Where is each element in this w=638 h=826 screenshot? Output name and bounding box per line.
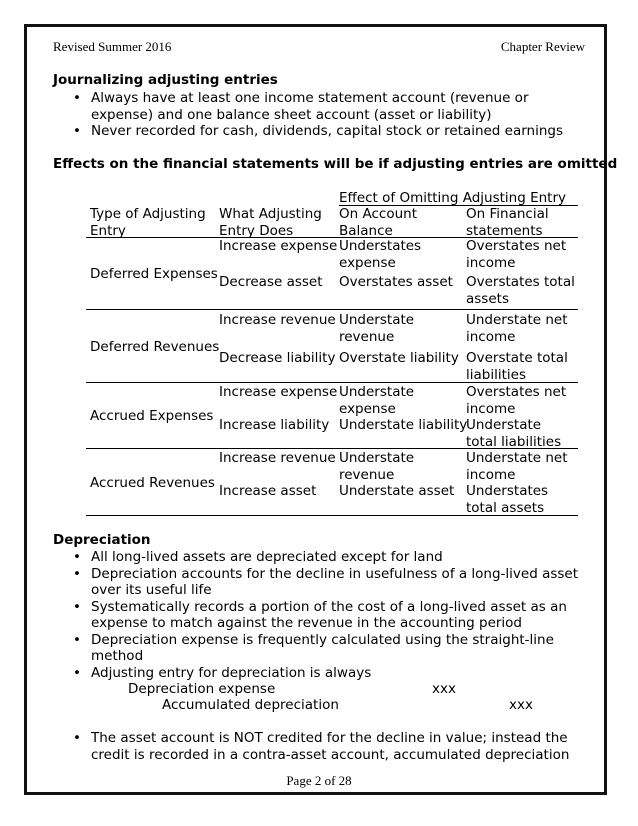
- journal-credit-account: Accumulated depreciation: [162, 697, 339, 713]
- page-number: Page 2 of 28: [286, 773, 352, 788]
- table-cell: Understate net income: [466, 312, 568, 345]
- table-cell: Overstates total assets: [466, 274, 575, 307]
- table-cell: Overstates net income: [466, 238, 567, 271]
- journal-debit-account: Depreciation expense: [128, 681, 276, 697]
- divider: [86, 448, 578, 449]
- column-header: Type of Adjusting Entry: [90, 206, 206, 239]
- journal-debit-amount: xxx: [432, 681, 456, 697]
- table-cell: Understates total assets: [466, 483, 549, 516]
- table-cell: Understate asset: [339, 483, 455, 499]
- table-cell: Understate liability: [339, 417, 468, 433]
- table-cell: Decrease asset: [219, 274, 323, 290]
- section-heading-journalizing: Journalizing adjusting entries: [53, 72, 278, 88]
- table-cell: Overstate liability: [339, 350, 459, 366]
- table-cell: Increase revenue: [219, 312, 336, 328]
- table-cell: Increase asset: [219, 483, 317, 499]
- header-right: Chapter Review: [500, 39, 585, 54]
- header-left: Revised Summer 2016: [53, 39, 172, 54]
- table-cell: Understate revenue: [339, 450, 415, 483]
- table-cell: Overstate total liabilities: [466, 350, 568, 383]
- list-item: • Adjusting entry for depreciation is always: [73, 665, 593, 682]
- table-cell: Understate expense: [339, 384, 415, 417]
- table-cell: Overstates net income: [466, 384, 567, 417]
- table-cell: Increase expense: [219, 238, 338, 254]
- column-header: What Adjusting Entry Does: [219, 206, 322, 239]
- table-cell: Increase liability: [219, 417, 330, 433]
- table-cell: Understate revenue: [339, 312, 415, 345]
- table-row-type: Deferred Expenses: [90, 266, 218, 282]
- section-heading-depreciation: Depreciation: [53, 532, 151, 548]
- table-row-type: Deferred Revenues: [90, 339, 220, 355]
- journal-credit-amount: xxx: [509, 697, 533, 713]
- divider: [86, 382, 578, 383]
- journalizing-bullet-list: [73, 90, 593, 140]
- table-cell: Increase expense: [219, 384, 338, 400]
- column-header: On Account Balance: [339, 206, 417, 239]
- table-cell: Understate total liabilities: [466, 417, 562, 450]
- list-item: • All long-lived assets are depreciated except for land: [73, 549, 593, 566]
- table-cell: Decrease liability: [219, 350, 336, 366]
- table-cell: Increase revenue: [219, 450, 336, 466]
- divider: [86, 309, 578, 310]
- table-cell: Overstates asset: [339, 274, 453, 290]
- divider: [86, 515, 578, 516]
- column-header: On Financial statements: [466, 206, 549, 239]
- list-item: • Always have at least one income statement account (revenue or expense) and one balance sheet account (asset or liability): [73, 90, 593, 123]
- list-item: • Never recorded for cash, dividends, capital stock or retained earnings: [73, 123, 593, 140]
- depreciation-note-list: [73, 730, 593, 763]
- list-item: • Depreciation accounts for the decline in usefulness of a long-lived asset over its useful life: [73, 566, 593, 599]
- list-item: • Depreciation expense is frequently calculated using the straight-line method: [73, 632, 593, 665]
- section-heading-effects: Effects on the financial statements will be if adjusting entries are omitted: [53, 156, 618, 172]
- table-row-type: Accrued Expenses: [90, 408, 214, 424]
- table-row-type: Accrued Revenues: [90, 475, 215, 491]
- table-group-header: Effect of Omitting Adjusting Entry: [339, 190, 567, 206]
- depreciation-bullet-list: [73, 549, 593, 681]
- table-cell: Understates expense: [339, 238, 422, 271]
- list-item: • Systematically records a portion of the cost of a long-lived asset as an expense to match against the revenue in the accounting period: [73, 599, 593, 632]
- list-item: • The asset account is NOT credited for the decline in value; instead the credit is recorded in a contra-asset account, accumulated depreciation: [73, 730, 593, 763]
- table-cell: Understate net income: [466, 450, 568, 483]
